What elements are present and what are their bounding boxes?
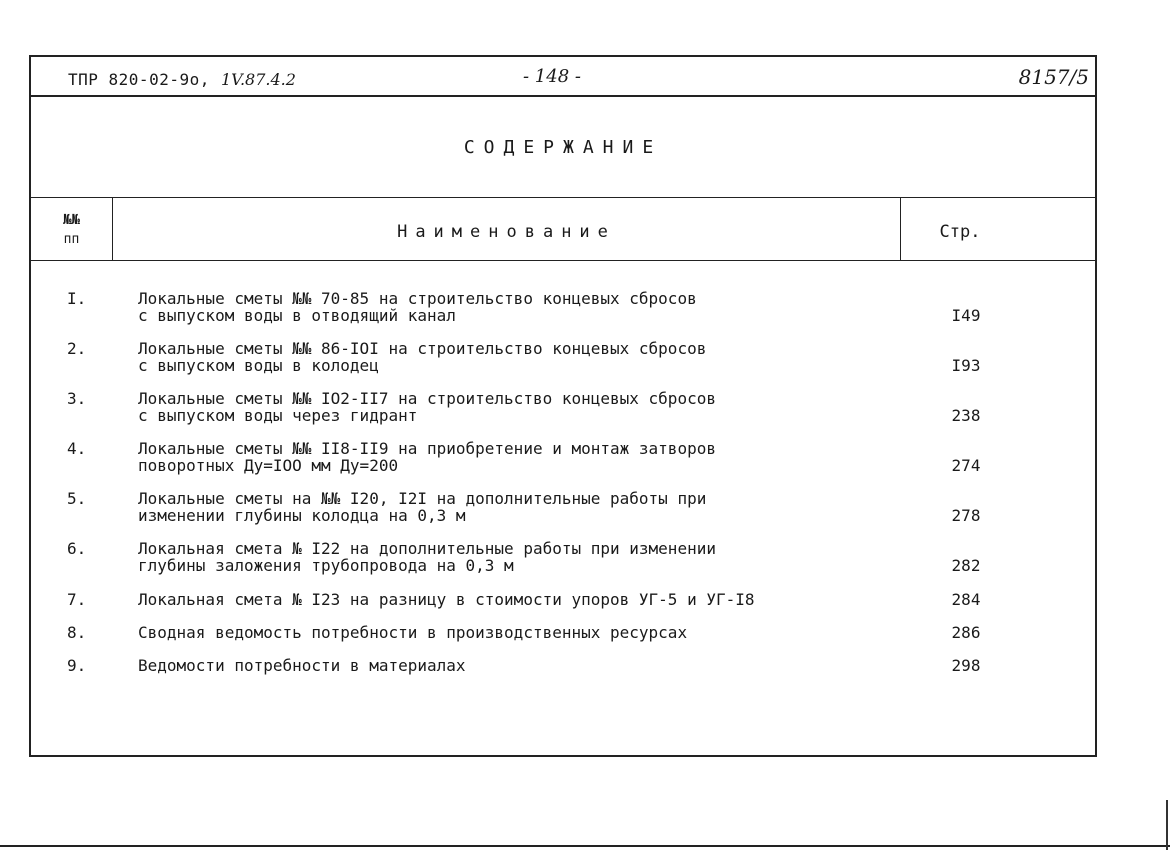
row-page: I93 <box>951 356 981 375</box>
row-page: 284 <box>951 590 981 609</box>
row-page: 282 <box>951 556 981 575</box>
row-title-line: Локальные сметы №№ 70-85 на строительство концевых сбросов <box>138 289 697 308</box>
page-number: - 148 - <box>523 66 581 87</box>
page-column-header <box>901 198 1095 260</box>
row-number: 3. <box>67 389 87 408</box>
row-number: 7. <box>67 590 87 609</box>
row-page: 274 <box>951 456 981 475</box>
row-page: 238 <box>951 406 981 425</box>
row-title-line: Локальная смета № I22 на дополнительные работы при изменении <box>138 539 716 558</box>
row-number: 8. <box>67 623 87 642</box>
row-page: I49 <box>951 306 981 325</box>
row-title-line: глубины заложения трубопровода на 0,3 м <box>138 556 514 575</box>
row-title-line: с выпуском воды в отводящий канал <box>138 306 456 325</box>
scan-right-edge <box>1166 800 1168 850</box>
row-number: 4. <box>67 439 87 458</box>
doc-code-handwritten: 1V.87.4.2 <box>221 70 296 89</box>
row-page: 298 <box>951 656 981 675</box>
row-title-line: Локальная смета № I23 на разницу в стоимости упоров УГ-5 и УГ-I8 <box>138 590 755 609</box>
num-column-header <box>31 198 113 260</box>
row-title-line: Локальные сметы на №№ I20, I2I на дополнительные работы при <box>138 489 707 508</box>
page-title: СОДЕРЖАНИЕ <box>463 137 663 158</box>
row-title-line: Ведомости потребности в материалах <box>138 656 466 675</box>
row-number: 9. <box>67 656 87 675</box>
page-column-label: Стр. <box>939 222 981 242</box>
num-column-label-top: №№ <box>63 212 80 228</box>
row-title-line: с выпуском воды в колодец <box>138 356 379 375</box>
name-column-header <box>113 198 901 260</box>
row-title-line: изменении глубины колодца на 0,3 м <box>138 506 466 525</box>
row-page: 286 <box>951 623 981 642</box>
row-number: 2. <box>67 339 87 358</box>
row-title-line: с выпуском воды через гидрант <box>138 406 418 425</box>
row-title-line: Локальные сметы №№ II8-II9 на приобретение и монтаж затворов <box>138 439 716 458</box>
row-number: 5. <box>67 489 87 508</box>
document-header <box>31 57 1095 97</box>
row-title-line: Локальные сметы №№ IO2-II7 на строительство концевых сбросов <box>138 389 716 408</box>
row-title-line: Сводная ведомость потребности в производственных ресурсах <box>138 623 688 642</box>
sheet-number: 8157/5 <box>1018 65 1089 89</box>
row-title-line: поворотных Ду=IOO мм Ду=200 <box>138 456 399 475</box>
doc-code: ТПР 820-02-9о, <box>68 70 210 89</box>
row-number: I. <box>67 289 87 308</box>
num-column-label-bottom: пп <box>63 232 80 247</box>
row-page: 278 <box>951 506 981 525</box>
row-number: 6. <box>67 539 87 558</box>
row-title-line: Локальные сметы №№ 86-IOI на строительство концевых сбросов <box>138 339 707 358</box>
scan-bottom-edge <box>0 845 1170 847</box>
name-column-label: Наименование <box>397 222 616 242</box>
document-sheet <box>29 55 1097 757</box>
table-header <box>31 197 1095 261</box>
